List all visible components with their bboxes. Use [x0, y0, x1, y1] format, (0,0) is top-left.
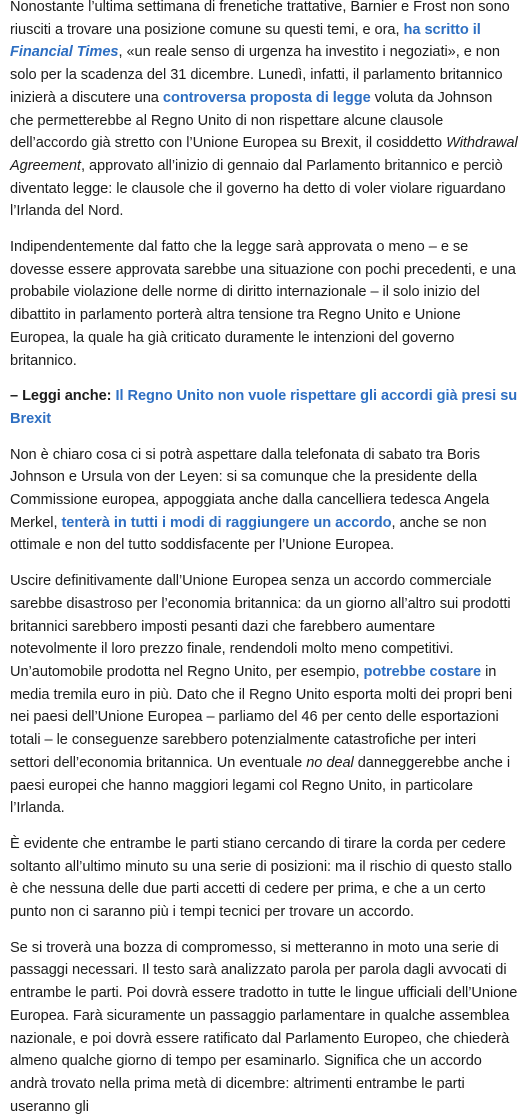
paragraph-text: danneggerebbe anche i paesi europei che hanno maggiori legami col Regno Unito, in particolare l’Irlanda. [10, 754, 511, 817]
paragraph-text: Non è chiaro cosa ci si potrà aspettare dalla telefonata di sabato tra Boris Johnson e Ursula von der Leyen: si sa comunque che la presidente della Commissione europea, appoggiata anche dalla cancelliera tedesca Angela Merkel, [10, 446, 490, 531]
paragraph-law-debate: Indipendentemente dal fatto che la legge sarà approvata o meno – e se dovesse essere approvata sarebbe una situazione con pochi precedenti, e una probabile violazione delle norme di diritto internazionale – il solo inizio del dibattito in parlamento porterà altra tensione tra Regno Unito e Unione Europea, la quale ha già criticato duramente le intenzioni del governo britannico. [10, 239, 516, 369]
paragraph-text: Uscire definitivamente dall’Unione Europea senza un accordo commerciale sarebbe disastroso per l’economia britannica: da un giorno all’altro sui prodotti britannici sarebbero imposti pesanti dazi che farebbero aumentare notevolmente il loro prezzo finale, rendendoli molto meno competitivi. Un’automobile prodotta nel Regno Unito, per esempio, [10, 573, 511, 680]
link-financial-times[interactable]: ha scritto il Financial Times [10, 21, 481, 61]
link-controversial-bill[interactable]: controversa proposta di legge [162, 89, 371, 106]
link-reach-agreement[interactable]: tenterà in tutti i modi di raggiungere un accordo [61, 514, 392, 531]
paragraph-text: , anche se non ottimale e non del tutto soddisfacente per l’Unione Europea. [10, 514, 487, 554]
withdrawal-agreement-term: Withdrawal Agreement [10, 135, 518, 174]
paragraph-text: , «un reale senso di urgenza ha investito i negoziati», e non solo per la scadenza del 31 dicembre. Lunedì, infatti, il parlamento britannico inizierà a discutere una [10, 44, 503, 106]
paragraph-text: in media tremila euro in più. Dato che il Regno Unito esporta molti dei propri beni nei paesi dell’Unione Europea – parliamo del 46 per cento delle esportazioni totali – le conseguenze sarebbero potenzialmente catastrofiche per interi settori dell’economia britannica. Un eventuale [10, 663, 513, 771]
paragraph-no-deal-impact [10, 570, 519, 820]
paragraph-text: voluta da Johnson che permetterebbe al Regno Unito di non rispettare alcune clausole dell’accordo già stretto con l’Unione Europea su Brexit, il cosiddetto [10, 89, 493, 152]
link-could-cost[interactable]: potrebbe costare [363, 663, 482, 680]
paragraph-phone-call [10, 444, 519, 558]
no-deal-term: no deal [306, 754, 354, 771]
paragraph-ratification: Se si troverà una bozza di compromesso, si metteranno in moto una serie di passaggi necessari. Il testo sarà analizzato parola per parola dagli avvocati di entrambe le parti. Poi dovrà essere tradotto in tutte le lingue ufficiali dell’Unione Europea. Farà sicuramente un passaggio parlamentare in qualche assemblea nazionale, e poi dovrà essere ratificato dal Parlamento Europeo, che chiederà almeno qualche giorno di tempo per esaminarlo. Significa che un accordo andrà trovato nella prima metà di dicembre: altrimenti entrambe le parti useranno gli [10, 939, 518, 1115]
read-also [10, 385, 519, 430]
paragraph-text: Nonostante l’ultima settimana di frenetiche trattative, Barnier e Frost non sono riusciti a trovare una posizione comune su questi temi, e ora, [10, 0, 510, 38]
paragraph-negotiations [10, 0, 519, 223]
paragraph-stalemate: È evidente che entrambe le parti stiano cercando di tirare la corda per cedere soltanto all’ultimo minuto su una serie di posizioni: ma il rischio di questo stallo è che nessuna delle due parti accetti di cedere per prima, e che a un certo punto non ci saranno più i tempi tecnici per trovare un accordo. [10, 835, 512, 921]
read-also-label: – Leggi anche: [10, 388, 116, 405]
paragraph-text: , approvato all’inizio di gennaio dal Parlamento britannico e perciò diventato legge: le clausole che il governo ha detto di voler violare riguardano l’Irlanda del Nord. [10, 157, 506, 220]
read-also-link[interactable]: Il Regno Unito non vuole rispettare gli accordi già presi su Brexit [10, 388, 518, 427]
